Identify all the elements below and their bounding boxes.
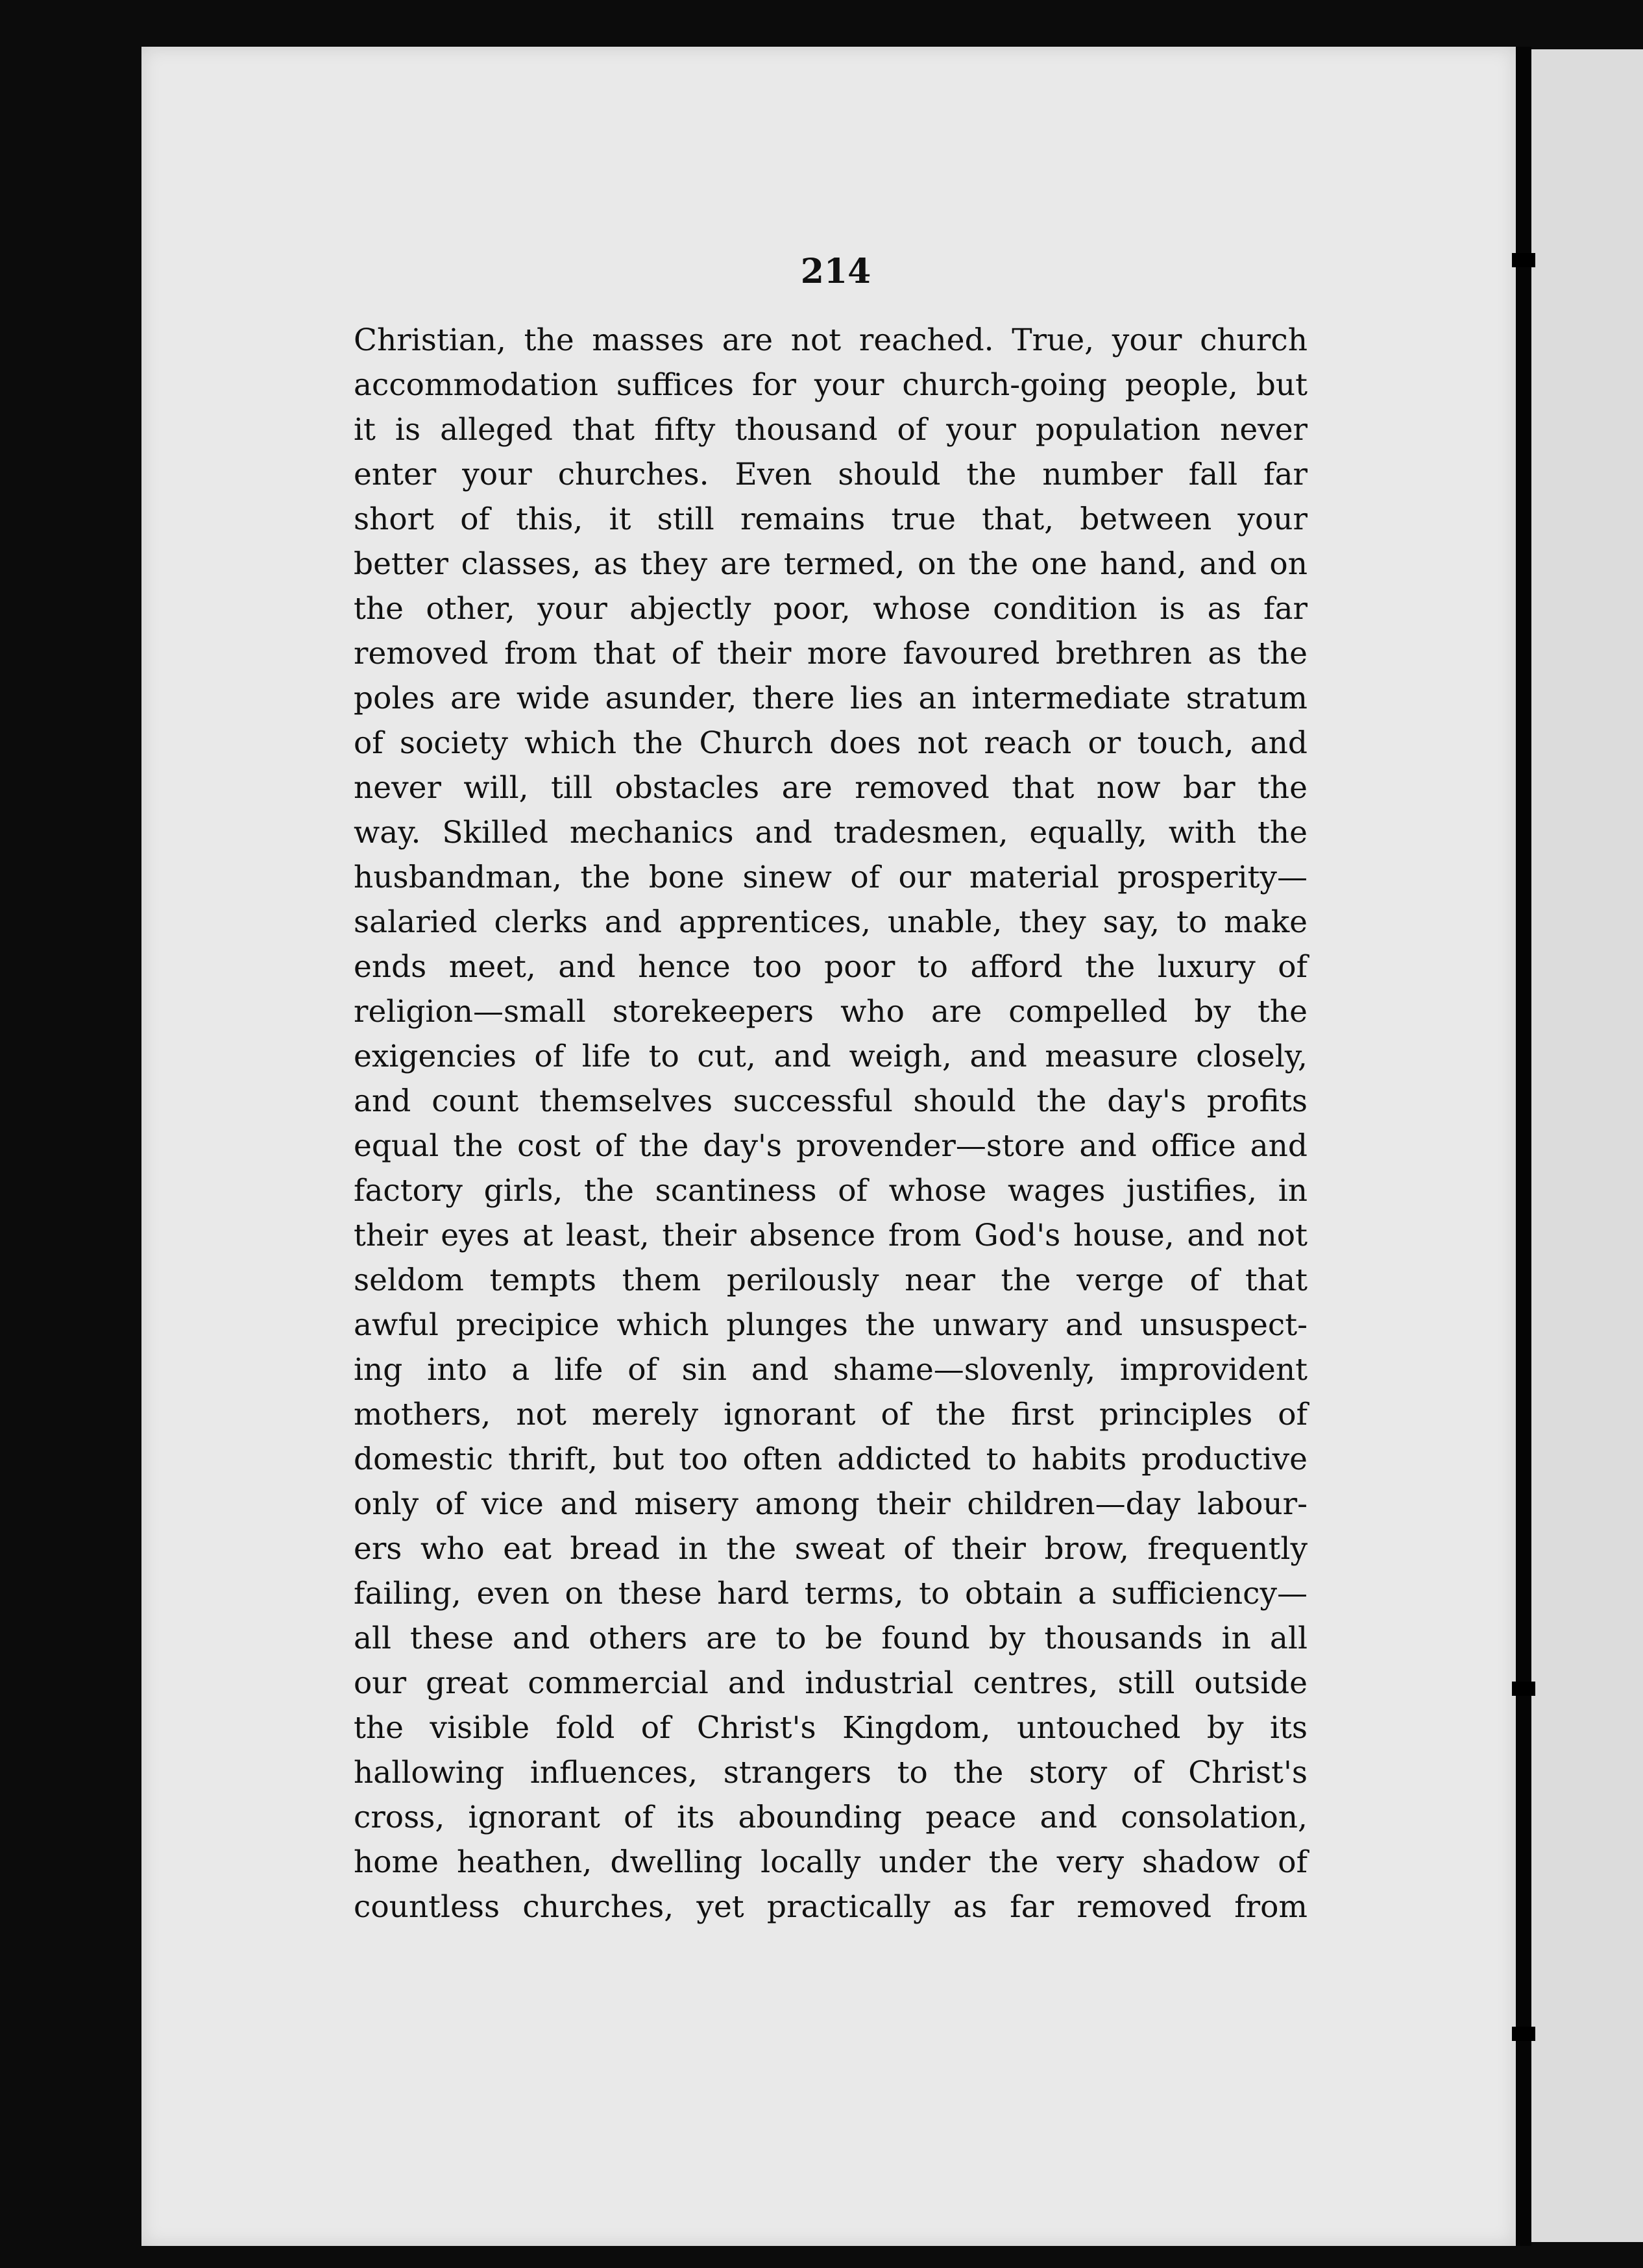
text-line: better classes, as they are termed, on the one hand, and on	[354, 546, 1308, 582]
text-line: factory girls, the scantiness of whose wages justifies, in	[354, 1173, 1308, 1209]
text-line: countless churches, yet practically as far removed from	[354, 1889, 1308, 1925]
text-line: the visible fold of Christ's Kingdom, untouched by its	[354, 1710, 1308, 1746]
facing-page-edge	[1531, 49, 1643, 2242]
text-line: exigencies of life to cut, and weigh, and measure closely,	[354, 1039, 1308, 1074]
text-line: failing, even on these hard terms, to obtain a sufficiency—	[354, 1576, 1308, 1611]
binding-mark	[1512, 2027, 1535, 2041]
text-line: way. Skilled mechanics and tradesmen, equally, with the	[354, 815, 1308, 850]
binding-mark	[1512, 253, 1535, 267]
text-line: our great commercial and industrial centres, still outside	[354, 1665, 1308, 1701]
text-line: religion—small storekeepers who are compelled by the	[354, 994, 1308, 1030]
page-number: 214	[800, 252, 871, 291]
text-line: cross, ignorant of its abounding peace and consolation,	[354, 1800, 1308, 1835]
text-line: ers who eat bread in the sweat of their brow, frequently	[354, 1531, 1308, 1567]
text-line: their eyes at least, their absence from God's house, and not	[354, 1218, 1308, 1253]
text-line: home heathen, dwelling locally under the very shadow of	[354, 1844, 1308, 1880]
text-line: ing into a life of sin and shame—slovenly, improvident	[354, 1352, 1308, 1388]
binding-mark	[1512, 1682, 1535, 1696]
text-line: salaried clerks and apprentices, unable, they say, to make	[354, 904, 1308, 940]
text-line: equal the cost of the day's provender—store and office and	[354, 1128, 1308, 1164]
text-line: hallowing influences, strangers to the story of Christ's	[354, 1755, 1308, 1791]
text-line: only of vice and misery among their children—day labour-	[354, 1486, 1308, 1522]
text-line: seldom tempts them perilously near the verge of that	[354, 1262, 1308, 1298]
text-line: short of this, it still remains true that, between your	[354, 501, 1308, 537]
text-line: Christian, the masses are not reached. True, your church	[354, 322, 1308, 358]
text-line: domestic thrift, but too often addicted to habits productive	[354, 1442, 1308, 1477]
text-line: never will, till obstacles are removed that now bar the	[354, 770, 1308, 806]
text-line: and count themselves successful should the day's profits	[354, 1083, 1308, 1119]
text-line: enter your churches. Even should the number fall far	[354, 457, 1308, 492]
text-line: mothers, not merely ignorant of the first principles of	[354, 1397, 1308, 1432]
text-line: of society which the Church does not reach or touch, and	[354, 725, 1308, 761]
body-text	[354, 318, 1308, 1929]
text-line: poles are wide asunder, there lies an intermediate stratum	[354, 681, 1308, 716]
page-gutter	[1516, 47, 1531, 2246]
text-line: accommodation suffices for your church-going people, but	[354, 367, 1308, 403]
text-line: ends meet, and hence too poor to afford the luxury of	[354, 949, 1308, 985]
text-line: all these and others are to be found by thousands in all	[354, 1621, 1308, 1656]
text-line: removed from that of their more favoured brethren as the	[354, 636, 1308, 671]
text-line: it is alleged that fifty thousand of your population never	[354, 412, 1308, 448]
text-line: awful precipice which plunges the unwary and unsuspect-	[354, 1307, 1308, 1343]
text-line: husbandman, the bone sinew of our material prosperity—	[354, 860, 1308, 895]
text-line: the other, your abjectly poor, whose condition is as far	[354, 591, 1308, 627]
